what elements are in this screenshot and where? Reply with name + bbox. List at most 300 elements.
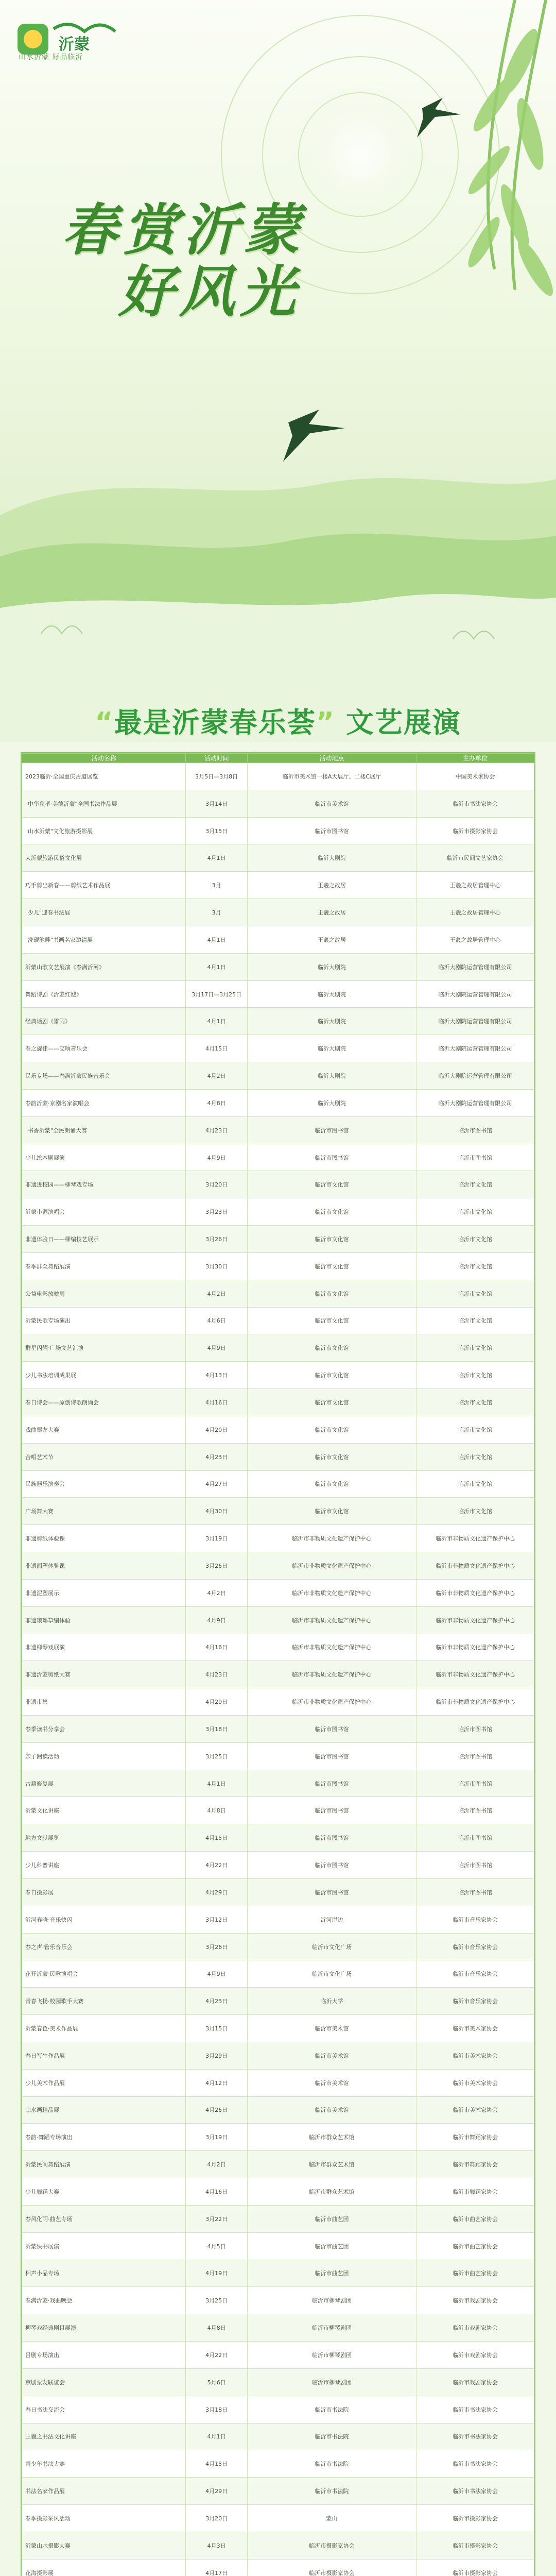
table-row bbox=[22, 1008, 534, 1035]
cell-organizer: 临沂市文化馆 bbox=[416, 1389, 534, 1416]
table-row bbox=[22, 1226, 534, 1253]
table-row bbox=[22, 2368, 534, 2396]
cell-activity-location: 临沂市美术馆 bbox=[247, 790, 416, 817]
table-row bbox=[22, 1661, 534, 1688]
cell-organizer: 临沂市非物质文化遗产保护中心 bbox=[416, 1606, 534, 1634]
cell-activity-name: 书法名家作品展 bbox=[22, 2478, 186, 2505]
table-row bbox=[22, 2505, 534, 2532]
table-row bbox=[22, 2124, 534, 2151]
cell-organizer: 临沂大剧院运营管理有限公司 bbox=[416, 1089, 534, 1116]
cell-activity-time: 4月15日 bbox=[186, 1035, 247, 1062]
cell-activity-time: 4月16日 bbox=[186, 1389, 247, 1416]
cell-activity-name: 王羲之书法文化讲座 bbox=[22, 2423, 186, 2450]
table-body bbox=[22, 763, 534, 2576]
cell-organizer: 临沂市文化馆 bbox=[416, 1498, 534, 1525]
table-row bbox=[22, 1797, 534, 1824]
cell-activity-name: 柳琴戏经典剧目展演 bbox=[22, 2314, 186, 2342]
cell-activity-time: 3月26日 bbox=[186, 1933, 247, 1960]
cell-organizer: 临沂大剧院运营管理有限公司 bbox=[416, 980, 534, 1008]
cell-activity-name: 花开沂蒙·民歌演唱会 bbox=[22, 1960, 186, 1988]
cell-activity-time: 4月5日 bbox=[186, 2232, 247, 2260]
cell-organizer: 临沂市美术家协会 bbox=[416, 2096, 534, 2124]
table-row bbox=[22, 2015, 534, 2042]
spring-landscape-illustration bbox=[0, 0, 556, 742]
cell-activity-name: 民族器乐演奏会 bbox=[22, 1470, 186, 1498]
cell-activity-name: 广场舞大赛 bbox=[22, 1498, 186, 1525]
cell-activity-location: 临沂市文化广场 bbox=[247, 1960, 416, 1988]
cell-activity-location: 临沂市美术馆 bbox=[247, 2042, 416, 2069]
cell-activity-name: 春之旋律——交响音乐会 bbox=[22, 1035, 186, 1062]
cell-activity-time: 4月9日 bbox=[186, 1960, 247, 1988]
cell-activity-location: 临沂市非物质文化遗产保护中心 bbox=[247, 1579, 416, 1606]
cell-activity-location: 蒙山 bbox=[247, 2505, 416, 2532]
cell-activity-location: 临沂大剧院 bbox=[247, 1035, 416, 1062]
cell-organizer: 临沂市文化馆 bbox=[416, 1198, 534, 1226]
cell-activity-location: 临沂市摄影家协会 bbox=[247, 2532, 416, 2559]
cell-activity-name: 少儿美术作品展 bbox=[22, 2069, 186, 2096]
cell-activity-location: 临沂市柳琴剧团 bbox=[247, 2314, 416, 2342]
cell-activity-time: 4月29日 bbox=[186, 1688, 247, 1716]
cell-activity-time: 4月9日 bbox=[186, 1144, 247, 1171]
cell-activity-time: 4月6日 bbox=[186, 1307, 247, 1334]
cell-activity-location: 临沂市文化馆 bbox=[247, 1498, 416, 1525]
cell-activity-name: 公益电影放映周 bbox=[22, 1280, 186, 1307]
cell-activity-location: 临沂市文化馆 bbox=[247, 1171, 416, 1198]
cell-activity-name: 沂蒙小调演唱会 bbox=[22, 1198, 186, 1226]
cell-activity-location: 临沂市文化馆 bbox=[247, 1362, 416, 1389]
cell-activity-location: 临沂市柳琴剧团 bbox=[247, 2342, 416, 2369]
cell-activity-name: 少儿舞蹈大赛 bbox=[22, 2178, 186, 2206]
hero-slogan-line1: 春赏沂蒙 bbox=[62, 198, 305, 263]
cell-activity-time: 4月15日 bbox=[186, 1824, 247, 1852]
cell-activity-time: 4月16日 bbox=[186, 2178, 247, 2206]
cell-activity-name: 山水画精品展 bbox=[22, 2096, 186, 2124]
cell-organizer: 临沂大剧院运营管理有限公司 bbox=[416, 1035, 534, 1062]
cell-activity-location: 临沂市图书馆 bbox=[247, 1715, 416, 1742]
cell-activity-name: 古籍修复展 bbox=[22, 1770, 186, 1797]
cell-activity-time: 3月18日 bbox=[186, 2396, 247, 2423]
cell-activity-location: 临沂市文化馆 bbox=[247, 1280, 416, 1307]
cell-activity-name: 非遗体验日——柳编技艺展示 bbox=[22, 1226, 186, 1253]
cell-organizer: 临沂市曲艺家协会 bbox=[416, 2260, 534, 2287]
table-row bbox=[22, 1715, 534, 1742]
table-row bbox=[22, 1770, 534, 1797]
table-row bbox=[22, 1742, 534, 1770]
cell-activity-name: 非遗进校园——柳琴戏专场 bbox=[22, 1171, 186, 1198]
table-row bbox=[22, 2069, 534, 2096]
cell-activity-name: 春日诗会——原创诗歌朗诵会 bbox=[22, 1389, 186, 1416]
cell-activity-time: 4月22日 bbox=[186, 1852, 247, 1879]
table-row bbox=[22, 1498, 534, 1525]
cell-organizer: 王羲之故居管理中心 bbox=[416, 872, 534, 899]
table-row bbox=[22, 844, 534, 872]
cell-activity-location: 临沂市图书馆 bbox=[247, 1742, 416, 1770]
cell-activity-location: 临沂大剧院 bbox=[247, 980, 416, 1008]
logo-tagline: 山水沂蒙 好品临沂 bbox=[19, 53, 83, 61]
cell-organizer: 临沂市图书馆 bbox=[416, 1715, 534, 1742]
cell-organizer: 临沂市书法家协会 bbox=[416, 2450, 534, 2478]
cell-activity-location: 王羲之故居 bbox=[247, 872, 416, 899]
cell-organizer: 临沂市图书馆 bbox=[416, 1770, 534, 1797]
cell-activity-time: 4月8日 bbox=[186, 1089, 247, 1116]
cell-organizer: 临沂市戏剧家协会 bbox=[416, 2287, 534, 2314]
cell-organizer: 临沂市图书馆 bbox=[416, 1852, 534, 1879]
cell-organizer: 临沂市文化馆 bbox=[416, 1334, 534, 1362]
cell-activity-location: 临沂大学 bbox=[247, 1988, 416, 2015]
hero-slogan-line2: 好风光 bbox=[118, 260, 301, 325]
title-open-quote: “ bbox=[95, 706, 114, 739]
table-row bbox=[22, 1525, 534, 1552]
cell-organizer: 临沂市文化馆 bbox=[416, 1443, 534, 1470]
cell-activity-name: 京剧票友联谊会 bbox=[22, 2368, 186, 2396]
cell-activity-time: 3月18日 bbox=[186, 1715, 247, 1742]
cell-organizer: 王羲之故居管理中心 bbox=[416, 899, 534, 926]
cell-activity-time: 4月2日 bbox=[186, 1579, 247, 1606]
cell-activity-name: 沂蒙山歌文艺展演《春满沂河》 bbox=[22, 953, 186, 980]
cell-activity-time: 3月23日 bbox=[186, 1198, 247, 1226]
cell-organizer: 临沂市舞蹈家协会 bbox=[416, 2151, 534, 2178]
cell-activity-name: 地方文献展览 bbox=[22, 1824, 186, 1852]
hero-banner bbox=[0, 0, 556, 742]
cell-activity-location: 临沂市曲艺团 bbox=[247, 2205, 416, 2232]
table-row bbox=[22, 2178, 534, 2206]
cell-organizer: 临沂市音乐家协会 bbox=[416, 1988, 534, 2015]
table-row bbox=[22, 2314, 534, 2342]
cell-activity-time: 4月9日 bbox=[186, 1606, 247, 1634]
cell-organizer: 临沂市文化馆 bbox=[416, 1280, 534, 1307]
cell-activity-time: 3月 bbox=[186, 872, 247, 899]
table-row bbox=[22, 980, 534, 1008]
cell-activity-time: 4月1日 bbox=[186, 844, 247, 872]
cell-activity-location: 临沂市图书馆 bbox=[247, 1824, 416, 1852]
table-header-row bbox=[22, 754, 534, 763]
cell-organizer: 临沂市图书馆 bbox=[416, 1878, 534, 1906]
cell-organizer: 临沂市非物质文化遗产保护中心 bbox=[416, 1661, 534, 1688]
cell-activity-name: 非遗市集 bbox=[22, 1688, 186, 1716]
cell-activity-name: 沂蒙春色·美术作品展 bbox=[22, 2015, 186, 2042]
cell-organizer: 临沂市美术家协会 bbox=[416, 2042, 534, 2069]
cell-activity-location: 王羲之故居 bbox=[247, 899, 416, 926]
cell-activity-time: 4月20日 bbox=[186, 1416, 247, 1443]
cell-activity-time: 4月3日 bbox=[186, 2532, 247, 2559]
cell-activity-time: 4月1日 bbox=[186, 1770, 247, 1797]
cell-activity-name: 非遗柳琴戏展演 bbox=[22, 1634, 186, 1661]
cell-organizer: 临沂市文化馆 bbox=[416, 1307, 534, 1334]
cell-activity-name: "中华慈孝·美德沂蒙"全国书法作品展 bbox=[22, 790, 186, 817]
cell-activity-name: "书香沂蒙"全民朗诵大赛 bbox=[22, 1116, 186, 1144]
header-organizer: 主办单位 bbox=[416, 754, 534, 763]
cell-activity-time: 3月20日 bbox=[186, 2505, 247, 2532]
table-row bbox=[22, 1198, 534, 1226]
cell-activity-name: 沂蒙民歌专场演出 bbox=[22, 1307, 186, 1334]
cell-activity-name: 非遗琅琊草编体验 bbox=[22, 1606, 186, 1634]
table-row bbox=[22, 763, 534, 790]
cell-activity-location: 临沂市图书馆 bbox=[247, 1878, 416, 1906]
cell-organizer: 临沂市舞蹈家协会 bbox=[416, 2124, 534, 2151]
cell-activity-name: "少儿"迎春书法展 bbox=[22, 899, 186, 926]
table-row bbox=[22, 2342, 534, 2369]
cell-activity-location: 临沂市柳琴剧团 bbox=[247, 2368, 416, 2396]
cell-activity-location: 临沂市美术馆 bbox=[247, 2069, 416, 2096]
table-row bbox=[22, 1334, 534, 1362]
cell-activity-time: 4月1日 bbox=[186, 1008, 247, 1035]
logo-icon bbox=[12, 19, 126, 75]
schedule-table-container bbox=[21, 752, 535, 2576]
title-close-quote: ” bbox=[316, 706, 336, 739]
cell-activity-name: 青春飞扬·校园歌手大赛 bbox=[22, 1988, 186, 2015]
cell-activity-location: 临沂市图书馆 bbox=[247, 1770, 416, 1797]
cell-activity-name: 非遗剪纸体验课 bbox=[22, 1525, 186, 1552]
cell-activity-name: 春满沂蒙·戏曲晚会 bbox=[22, 2287, 186, 2314]
cell-activity-location: 临沂市图书馆 bbox=[247, 1852, 416, 1879]
table-row bbox=[22, 899, 534, 926]
cell-organizer: 临沂市图书馆 bbox=[416, 1116, 534, 1144]
cell-activity-time: 3月19日 bbox=[186, 1525, 247, 1552]
cell-activity-location: 临沂市非物质文化遗产保护中心 bbox=[247, 1661, 416, 1688]
cell-organizer: 临沂市文化馆 bbox=[416, 1470, 534, 1498]
table-row bbox=[22, 1389, 534, 1416]
table-row bbox=[22, 1852, 534, 1879]
table-row bbox=[22, 1579, 534, 1606]
table-row bbox=[22, 1307, 534, 1334]
cell-activity-location: 临沂市图书馆 bbox=[247, 1797, 416, 1824]
table-row bbox=[22, 817, 534, 844]
table-row bbox=[22, 1906, 534, 1933]
cell-activity-time: 4月30日 bbox=[186, 1498, 247, 1525]
cell-organizer: 临沂市文化馆 bbox=[416, 1416, 534, 1443]
cell-organizer: 临沂市摄影家协会 bbox=[416, 817, 534, 844]
cell-activity-location: 临沂市群众艺术馆 bbox=[247, 2151, 416, 2178]
cell-activity-time: 3月25日 bbox=[186, 2287, 247, 2314]
table-row bbox=[22, 1988, 534, 2015]
cell-organizer: 临沂市图书馆 bbox=[416, 1797, 534, 1824]
cell-activity-location: 临沂市文化馆 bbox=[247, 1307, 416, 1334]
cell-activity-time: 4月8日 bbox=[186, 1797, 247, 1824]
cell-activity-time: 3月 bbox=[186, 899, 247, 926]
cell-activity-name: 巧手剪出新春——剪纸艺术作品展 bbox=[22, 872, 186, 899]
cell-activity-location: 临沂市群众艺术馆 bbox=[247, 2124, 416, 2151]
cell-activity-location: 临沂市图书馆 bbox=[247, 1116, 416, 1144]
cell-activity-location: 沂河岸边 bbox=[247, 1906, 416, 1933]
cell-activity-time: 4月12日 bbox=[186, 2069, 247, 2096]
cell-organizer: 临沂市摄影家协会 bbox=[416, 2532, 534, 2559]
cell-activity-time: 4月16日 bbox=[186, 1634, 247, 1661]
cell-activity-time: 4月17日 bbox=[186, 2559, 247, 2576]
cell-activity-location: 临沂市文化馆 bbox=[247, 1198, 416, 1226]
header-activity-name: 活动名称 bbox=[22, 754, 186, 763]
cell-activity-location: 临沂市书法院 bbox=[247, 2450, 416, 2478]
cell-organizer: 临沂市图书馆 bbox=[416, 1742, 534, 1770]
cell-organizer: 临沂市曲艺家协会 bbox=[416, 2205, 534, 2232]
cell-organizer: 临沂市书法家协会 bbox=[416, 2396, 534, 2423]
cell-activity-location: 临沂市群众艺术馆 bbox=[247, 2178, 416, 2206]
cell-activity-time: 3月5日—3月8日 bbox=[186, 763, 247, 790]
cell-activity-time: 4月23日 bbox=[186, 1988, 247, 2015]
cell-activity-time: 4月13日 bbox=[186, 1362, 247, 1389]
cell-activity-location: 临沂市图书馆 bbox=[247, 1144, 416, 1171]
cell-activity-time: 3月26日 bbox=[186, 1226, 247, 1253]
cell-activity-location: 临沂市美术馆一楼A大展厅、二楼C展厅 bbox=[247, 763, 416, 790]
cell-activity-location: 临沂大剧院 bbox=[247, 953, 416, 980]
cell-organizer: 临沂市美术家协会 bbox=[416, 2069, 534, 2096]
cell-activity-name: 春日书法交流会 bbox=[22, 2396, 186, 2423]
table-row bbox=[22, 790, 534, 817]
table-row bbox=[22, 1606, 534, 1634]
table-row bbox=[22, 1171, 534, 1198]
cell-activity-location: 临沂市非物质文化遗产保护中心 bbox=[247, 1688, 416, 1716]
cell-activity-name: 沂蒙民间舞蹈展演 bbox=[22, 2151, 186, 2178]
cell-activity-time: 4月2日 bbox=[186, 1062, 247, 1090]
cell-activity-location: 临沂市曲艺团 bbox=[247, 2260, 416, 2287]
table-row bbox=[22, 1634, 534, 1661]
cell-activity-name: 民乐专场——春满沂蒙民族音乐会 bbox=[22, 1062, 186, 1090]
table-row bbox=[22, 2396, 534, 2423]
cell-activity-time: 3月26日 bbox=[186, 1552, 247, 1580]
page-title bbox=[0, 701, 556, 740]
logo-text-mark: 沂蒙 bbox=[59, 36, 90, 54]
cell-activity-location: 临沂市文化馆 bbox=[247, 1416, 416, 1443]
table-row bbox=[22, 1362, 534, 1389]
cell-activity-time: 4月29日 bbox=[186, 2478, 247, 2505]
cell-activity-location: 临沂市非物质文化遗产保护中心 bbox=[247, 1525, 416, 1552]
cell-organizer: 临沂市摄影家协会 bbox=[416, 2505, 534, 2532]
cell-organizer: 临沂市图书馆 bbox=[416, 1824, 534, 1852]
cell-organizer: 临沂市戏剧家协会 bbox=[416, 2342, 534, 2369]
cell-activity-time: 4月23日 bbox=[186, 1661, 247, 1688]
cell-organizer: 临沂市曲艺家协会 bbox=[416, 2232, 534, 2260]
table-row bbox=[22, 2232, 534, 2260]
cell-activity-location: 临沂市文化广场 bbox=[247, 1933, 416, 1960]
cell-activity-name: 少儿科普讲座 bbox=[22, 1852, 186, 1879]
cell-organizer: 临沂市音乐家协会 bbox=[416, 1933, 534, 1960]
header-activity-time: 活动时间 bbox=[186, 754, 247, 763]
cell-activity-name: 少儿书法培训成果展 bbox=[22, 1362, 186, 1389]
cell-organizer: 临沂市非物质文化遗产保护中心 bbox=[416, 1634, 534, 1661]
cell-activity-time: 4月1日 bbox=[186, 953, 247, 980]
cell-activity-name: 花海摄影展 bbox=[22, 2559, 186, 2576]
cell-activity-name: 大沂蒙旅游民俗文化展 bbox=[22, 844, 186, 872]
cell-activity-location: 临沂市柳琴剧团 bbox=[247, 2287, 416, 2314]
cell-organizer: 王羲之故居管理中心 bbox=[416, 926, 534, 953]
cell-activity-location: 临沂大剧院 bbox=[247, 1089, 416, 1116]
cell-activity-location: 临沂市书法院 bbox=[247, 2478, 416, 2505]
cell-organizer: 中国美术家协会 bbox=[416, 763, 534, 790]
cell-activity-name: 春韵·舞蹈专场演出 bbox=[22, 2124, 186, 2151]
cell-organizer: 临沂市图书馆 bbox=[416, 1144, 534, 1171]
table-row bbox=[22, 1252, 534, 1280]
cell-organizer: 临沂大剧院运营管理有限公司 bbox=[416, 953, 534, 980]
cell-activity-time: 3月12日 bbox=[186, 1906, 247, 1933]
cell-organizer: 临沂市书法家协会 bbox=[416, 790, 534, 817]
cell-activity-name: 亲子阅读活动 bbox=[22, 1742, 186, 1770]
cell-activity-time: 4月29日 bbox=[186, 1878, 247, 1906]
cell-organizer: 临沂市非物质文化遗产保护中心 bbox=[416, 1688, 534, 1716]
cell-organizer: 临沂市舞蹈家协会 bbox=[416, 2178, 534, 2206]
cell-activity-name: 青少年书法大赛 bbox=[22, 2450, 186, 2478]
cell-activity-name: 少儿绘本剧展演 bbox=[22, 1144, 186, 1171]
cell-activity-time: 3月29日 bbox=[186, 2042, 247, 2069]
schedule-table bbox=[22, 753, 534, 2576]
cell-activity-location: 临沂市美术馆 bbox=[247, 2096, 416, 2124]
cell-organizer: 临沂市文化馆 bbox=[416, 1252, 534, 1280]
cell-activity-name: 非遗泥塑展示 bbox=[22, 1579, 186, 1606]
cell-organizer: 临沂市音乐家协会 bbox=[416, 1960, 534, 1988]
table-row bbox=[22, 1280, 534, 1307]
table-row bbox=[22, 2151, 534, 2178]
table-row bbox=[22, 1144, 534, 1171]
cell-activity-time: 4月8日 bbox=[186, 2314, 247, 2342]
cell-activity-name: 春季读书分享会 bbox=[22, 1715, 186, 1742]
cell-organizer: 临沂市摄影家协会 bbox=[416, 2559, 534, 2576]
cell-activity-time: 4月1日 bbox=[186, 926, 247, 953]
table-row bbox=[22, 2205, 534, 2232]
cell-activity-name: 春日摄影展 bbox=[22, 1878, 186, 1906]
cell-organizer: 临沂市音乐家协会 bbox=[416, 1906, 534, 1933]
table-row bbox=[22, 1470, 534, 1498]
cell-activity-time: 4月2日 bbox=[186, 2151, 247, 2178]
cell-activity-location: 临沂大剧院 bbox=[247, 1008, 416, 1035]
cell-activity-location: 临沂市非物质文化遗产保护中心 bbox=[247, 1634, 416, 1661]
cell-activity-location: 临沂大剧院 bbox=[247, 844, 416, 872]
cell-activity-location: 临沂市文化馆 bbox=[247, 1389, 416, 1416]
cell-activity-name: 2023临沂·全国重庆古道展览 bbox=[22, 763, 186, 790]
table-row bbox=[22, 1688, 534, 1716]
cell-activity-location: 王羲之故居 bbox=[247, 926, 416, 953]
cell-organizer: 临沂市非物质文化遗产保护中心 bbox=[416, 1525, 534, 1552]
table-row bbox=[22, 1062, 534, 1090]
cell-organizer: 临沂市民间文艺家协会 bbox=[416, 844, 534, 872]
cell-activity-location: 临沂市非物质文化遗产保护中心 bbox=[247, 1606, 416, 1634]
cell-activity-time: 4月15日 bbox=[186, 2450, 247, 2478]
cell-activity-location: 临沂市图书馆 bbox=[247, 817, 416, 844]
table-row bbox=[22, 2042, 534, 2069]
cell-organizer: 临沂市文化馆 bbox=[416, 1171, 534, 1198]
table-row bbox=[22, 2287, 534, 2314]
table-row bbox=[22, 1116, 534, 1144]
table-row bbox=[22, 2559, 534, 2576]
cell-activity-name: 沂河春晓·音乐快闪 bbox=[22, 1906, 186, 1933]
cell-activity-time: 5月6日 bbox=[186, 2368, 247, 2396]
table-row bbox=[22, 2478, 534, 2505]
cell-activity-location: 临沂大剧院 bbox=[247, 1062, 416, 1090]
cell-activity-time: 4月9日 bbox=[186, 1334, 247, 1362]
cell-activity-name: "山水沂蒙"文化旅游摄影展 bbox=[22, 817, 186, 844]
cell-activity-time: 4月27日 bbox=[186, 1470, 247, 1498]
table-row bbox=[22, 2532, 534, 2559]
cell-activity-time: 3月30日 bbox=[186, 1252, 247, 1280]
table-row bbox=[22, 1824, 534, 1852]
cell-activity-name: 春日写生作品展 bbox=[22, 2042, 186, 2069]
cell-activity-location: 临沂市非物质文化遗产保护中心 bbox=[247, 1552, 416, 1580]
cell-activity-time: 4月2日 bbox=[186, 1280, 247, 1307]
cell-activity-name: 吕剧专场演出 bbox=[22, 2342, 186, 2369]
cell-activity-name: 舞蹈诗剧《沂蒙红嫂》 bbox=[22, 980, 186, 1008]
cell-activity-time: 4月23日 bbox=[186, 1443, 247, 1470]
table-row bbox=[22, 1933, 534, 1960]
table-row bbox=[22, 1960, 534, 1988]
table-row bbox=[22, 1035, 534, 1062]
cell-organizer: 临沂市戏剧家协会 bbox=[416, 2314, 534, 2342]
cell-activity-time: 3月20日 bbox=[186, 1171, 247, 1198]
cell-activity-time: 3月25日 bbox=[186, 1742, 247, 1770]
table-row bbox=[22, 2450, 534, 2478]
cell-activity-time: 3月15日 bbox=[186, 2015, 247, 2042]
cell-activity-name: 非遗沂蒙剪纸大赛 bbox=[22, 1661, 186, 1688]
cell-activity-name: 春季群众舞蹈展演 bbox=[22, 1252, 186, 1280]
cell-activity-name: 春之声·管乐音乐会 bbox=[22, 1933, 186, 1960]
cell-activity-time: 3月14日 bbox=[186, 790, 247, 817]
cell-activity-location: 临沂市美术馆 bbox=[247, 2015, 416, 2042]
